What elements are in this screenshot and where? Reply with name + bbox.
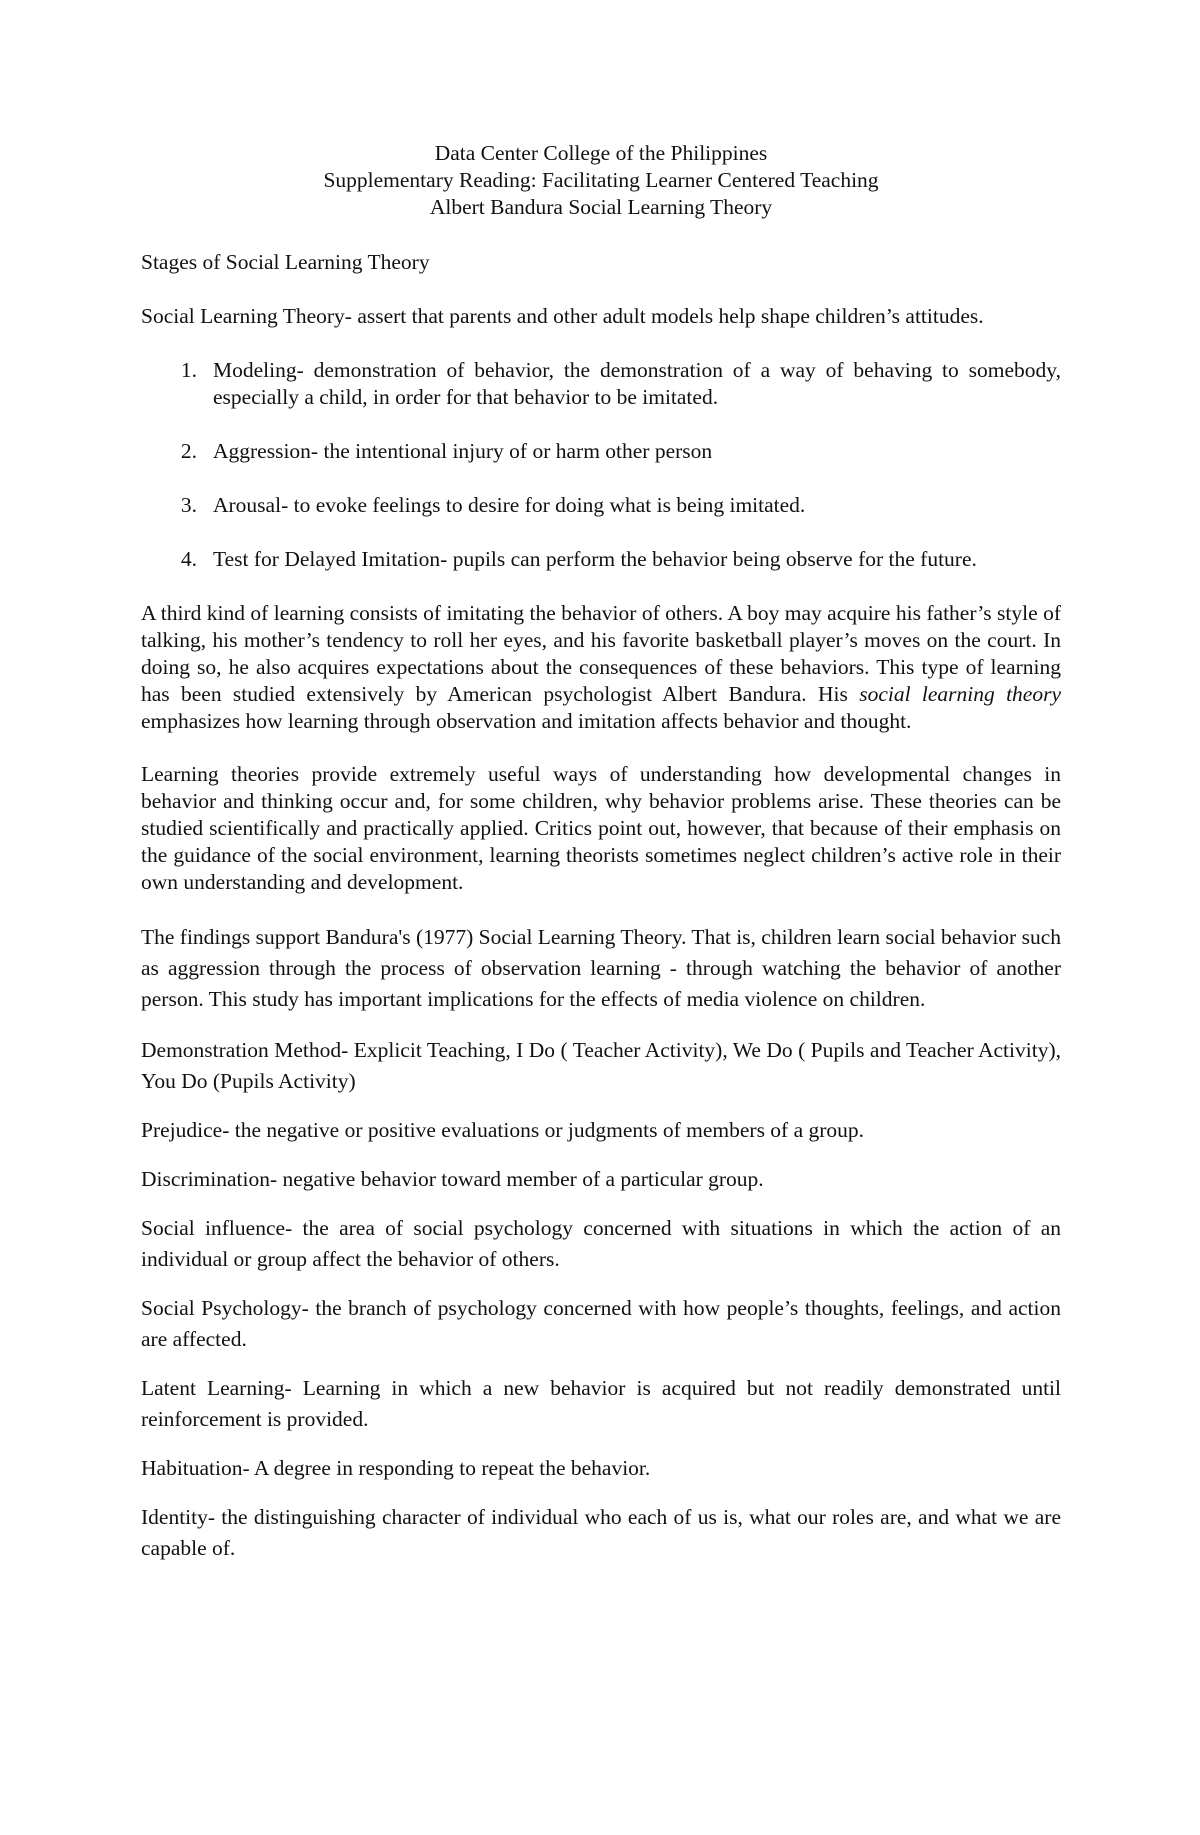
definition-latent-learning: Latent Learning- Learning in which a new behavior is acquired but not readily demonstrated until reinforcement is provided. (141, 1376, 1061, 1431)
paragraph-learning-theories: Learning theories provide extremely useful ways of understanding how developmental changes in behavior and thinking occur and, for some children, why behavior problems arise. These theories can be studied scientifically and practically applied. Critics point out, however, that because of their emphasis on the guidance of the social environment, learning theorists sometimes neglect children’s active role in their own understanding and development. (141, 762, 1061, 894)
paragraph-text: emphasizes how learning through observation and imitation affects behavior and thought. (141, 709, 912, 733)
list-item (141, 492, 1061, 519)
list-item (141, 438, 1061, 465)
list-item (141, 357, 1061, 411)
theory-title: Albert Bandura Social Learning Theory (429, 195, 773, 219)
reading-title: Supplementary Reading: Facilitating Learner Centered Teaching (323, 168, 879, 192)
paragraph-findings: The findings support Bandura's (1977) Social Learning Theory. That is, children learn social behavior such as aggression through the process of observation learning - through watching the behavior of another person. This study has important implications for the effects of media violence on children. (141, 925, 1061, 1011)
list-item-number: 2. (180, 439, 197, 463)
intro-paragraph: Social Learning Theory- assert that parents and other adult models help shape children’s attitudes. (141, 304, 984, 328)
list-item-text: Modeling- demonstration of behavior, the demonstration of a way of behaving to somebody, especially a child, in order for that behavior to be imitated. (213, 358, 1061, 409)
list-item-text: Test for Delayed Imitation- pupils can perform the behavior being observe for the future. (213, 547, 977, 571)
institution-name: Data Center College of the Philippines (434, 141, 768, 165)
definition-demonstration-method: Demonstration Method- Explicit Teaching, I Do ( Teacher Activity), We Do ( Pupils and Teacher Activity), You Do (Pupils Activity) (141, 1038, 1061, 1093)
paragraph-third-kind-learning (141, 600, 1061, 735)
document-header (141, 140, 1061, 221)
list-item-text: Aggression- the intentional injury of or harm other person (213, 439, 713, 463)
definition-social-influence: Social influence- the area of social psychology concerned with situations in which the action of an individual or group affect the behavior of others. (141, 1216, 1061, 1271)
stages-list (141, 357, 1061, 573)
list-item-number: 4. (180, 547, 197, 571)
italic-term: social learning theory (859, 682, 1062, 706)
list-item-number: 3. (180, 493, 197, 517)
document-page (141, 140, 1061, 1582)
paragraph-text: A third kind of learning consists of imitating the behavior of others. A boy may acquire his father’s style of talking, his mother’s tendency to roll her eyes, and his favorite basketball player’s moves on the court. In doing so, he also acquires expectations about the consequences of these behaviors. This type of learning has been studied extensively by American psychologist Albert Bandura. His (141, 601, 1061, 706)
definition-discrimination: Discrimination- negative behavior toward member of a particular group. (141, 1167, 764, 1191)
list-item-text: Arousal- to evoke feelings to desire for doing what is being imitated. (213, 493, 806, 517)
definition-social-psychology: Social Psychology- the branch of psychology concerned with how people’s thoughts, feelings, and action are affected. (141, 1296, 1061, 1351)
definition-habituation: Habituation- A degree in responding to repeat the behavior. (141, 1456, 651, 1480)
definition-identity: Identity- the distinguishing character of individual who each of us is, what our roles are, and what we are capable of. (141, 1505, 1061, 1560)
definition-prejudice: Prejudice- the negative or positive evaluations or judgments of members of a group. (141, 1118, 865, 1142)
section-heading: Stages of Social Learning Theory (141, 250, 430, 274)
list-item-number: 1. (180, 358, 197, 382)
list-item (141, 546, 1061, 573)
